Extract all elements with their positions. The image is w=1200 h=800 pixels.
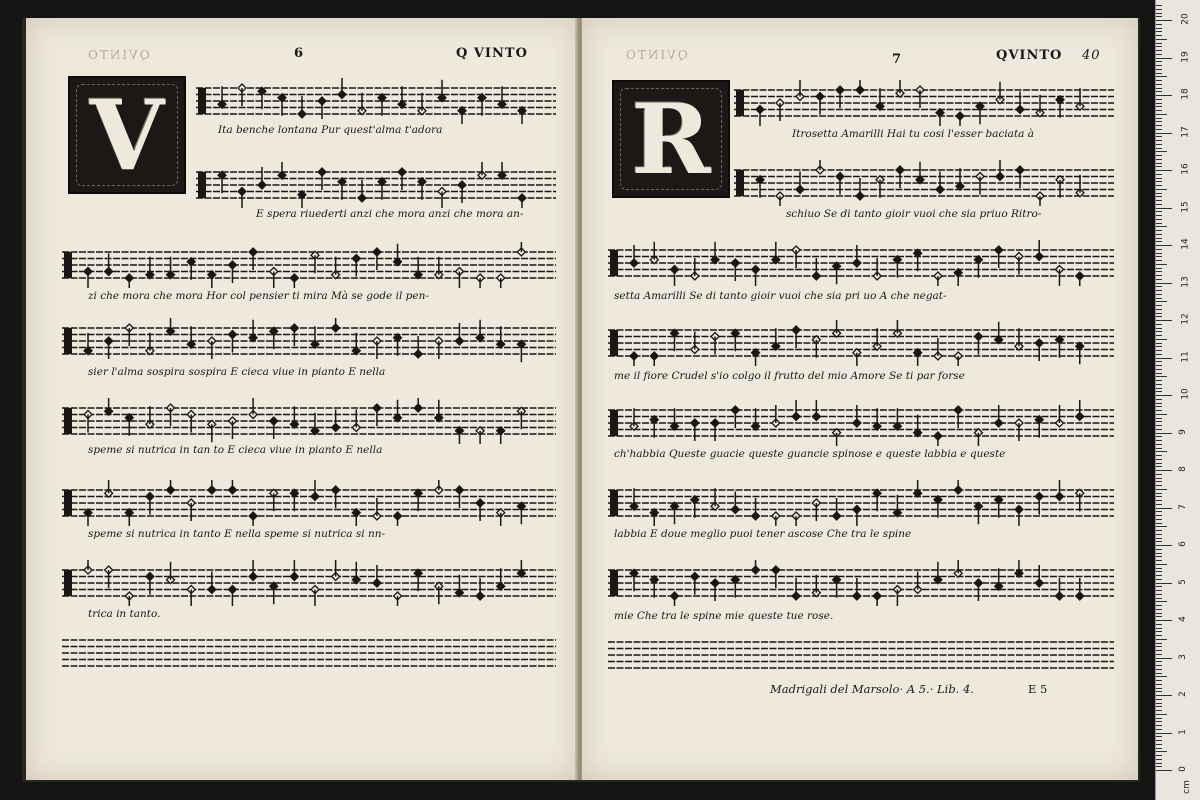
ruler-tick [1156, 429, 1162, 430]
ruler-tick [1156, 748, 1162, 749]
ruler-tick [1156, 763, 1162, 764]
ruler-tick [1156, 410, 1162, 411]
ruler-tick [1156, 418, 1162, 419]
ruler-number: 19 [1180, 50, 1191, 63]
ruler-tick [1156, 594, 1162, 595]
ruler-tick [1156, 504, 1162, 505]
ruler-tick [1156, 125, 1162, 126]
ruler-tick [1156, 451, 1167, 452]
ruler-tick [1156, 223, 1162, 224]
ruler-tick [1156, 279, 1162, 280]
ruler-tick [1156, 178, 1162, 179]
ruler-tick [1156, 673, 1162, 674]
ruler-tick [1156, 24, 1162, 25]
ruler-tick [1156, 331, 1162, 332]
initial-letter-glyph: R [631, 82, 711, 196]
ruler-tick [1156, 294, 1162, 295]
ruler-tick [1156, 605, 1162, 606]
ruler-number: 18 [1180, 88, 1191, 100]
ruler-tick [1156, 568, 1162, 569]
ruler-tick [1156, 193, 1162, 194]
ruler-tick [1156, 691, 1162, 692]
ruler-tick [1156, 526, 1167, 527]
ruler-tick [1156, 744, 1162, 745]
music-staff [62, 630, 556, 676]
ruler-tick [1156, 144, 1162, 145]
lyric-line: speme si nutrica in tan to E cieca viue in pianto E nella [88, 444, 383, 456]
ruler-tick [1156, 170, 1172, 171]
ruler-tick [1156, 496, 1162, 497]
ruler-tick [1156, 159, 1162, 160]
ruler-tick [1156, 639, 1167, 640]
ruler-tick [1156, 736, 1162, 737]
ruler-tick [1156, 545, 1172, 546]
ruler-tick [1156, 515, 1162, 516]
ruler-tick [1156, 388, 1162, 389]
ruler-tick [1156, 369, 1162, 370]
ruler-tick [1156, 95, 1172, 96]
ruler-number: 6 [1177, 541, 1188, 547]
ruler-number: 15 [1180, 200, 1191, 213]
ruler-tick [1156, 110, 1162, 111]
ruler-tick [1156, 328, 1162, 329]
ruler-tick [1156, 35, 1162, 36]
ruler-tick [1156, 751, 1167, 752]
ruler-tick [1156, 148, 1162, 149]
ruler-tick [1156, 710, 1162, 711]
ruler-tick [1156, 391, 1162, 392]
ruler-tick [1156, 354, 1162, 355]
ruler-tick [1156, 459, 1162, 460]
ruler-tick [1156, 646, 1162, 647]
ruler-tick [1156, 470, 1172, 471]
ruler-tick [1156, 530, 1162, 531]
ruler-tick [1156, 121, 1162, 122]
lyric-line: sier l'alma sospira sospira E cieca viue in pianto E nella [88, 366, 386, 378]
right-running-title: QVINTO [996, 48, 1063, 63]
ruler-tick [1156, 118, 1162, 119]
ruler-tick [1156, 286, 1162, 287]
ruler-tick [1156, 226, 1167, 227]
ruler-number: 9 [1177, 428, 1188, 435]
ruler-tick [1156, 313, 1162, 314]
music-staff [62, 398, 556, 444]
ruler-tick [1156, 654, 1162, 655]
ruler-tick [1156, 9, 1162, 10]
ruler-number: 8 [1177, 466, 1188, 472]
ruler-tick [1156, 249, 1162, 250]
ruler-tick [1156, 316, 1162, 317]
ruler-tick [1156, 290, 1162, 291]
lyric-line: Itrosetta Amarilli Hai tu cosi l'esser baciata à [792, 128, 1035, 140]
ruler-tick [1156, 230, 1162, 231]
ruler-tick [1156, 140, 1162, 141]
ruler-tick [1156, 309, 1162, 310]
ruler-tick [1156, 556, 1162, 557]
ruler-tick [1156, 583, 1172, 584]
ruler-tick [1156, 421, 1162, 422]
ruler-tick [1156, 253, 1162, 254]
music-staff [608, 480, 1114, 526]
ruler-tick [1156, 16, 1162, 17]
ruler-tick [1156, 444, 1162, 445]
ruler-tick [1156, 20, 1172, 21]
ruler-tick [1156, 84, 1162, 85]
ruler-number: 16 [1180, 163, 1191, 175]
ruler-tick [1156, 350, 1162, 351]
ruler-tick [1156, 586, 1162, 587]
ruler-tick [1156, 590, 1162, 591]
ruler-number: 14 [1180, 238, 1191, 250]
right-ghost-head: QVINTO [624, 48, 688, 62]
ruler-tick [1156, 73, 1162, 74]
ruler-tick [1156, 658, 1172, 659]
lyric-line: ch'habbia Queste guacie queste guancie spinose e queste labbia e queste [614, 448, 1006, 460]
ruler-tick [1156, 256, 1162, 257]
ruler-tick [1156, 365, 1162, 366]
ruler-tick [1156, 414, 1167, 415]
ruler-tick [1156, 676, 1167, 677]
lyric-line: labbia E doue meglio puoi tener ascose Che tra le spine [614, 528, 912, 540]
ruler-number: 10 [1180, 388, 1191, 400]
lyric-line: zi che mora che mora Hor col pensier ti mira Mà se gode il pen- [88, 290, 429, 302]
ruler-tick [1156, 50, 1162, 51]
ruler-tick [1156, 58, 1172, 59]
ruler-tick [1156, 114, 1167, 115]
ruler-tick [1156, 613, 1162, 614]
music-staff [62, 560, 556, 606]
ruler-tick [1156, 155, 1162, 156]
ruler-tick [1156, 200, 1162, 201]
ruler-tick [1156, 185, 1162, 186]
ruler-tick [1156, 478, 1162, 479]
ruler-tick [1156, 343, 1162, 344]
ruler-number: 3 [1177, 653, 1188, 660]
ruler-tick [1156, 219, 1162, 220]
ruler-tick [1156, 463, 1162, 464]
ruler-tick [1156, 481, 1162, 482]
ruler-tick [1156, 275, 1162, 276]
ruler-tick [1156, 380, 1162, 381]
ruler-tick [1156, 598, 1162, 599]
ruler-tick [1156, 620, 1172, 621]
ruler-tick [1156, 31, 1162, 32]
ruler-tick [1156, 436, 1162, 437]
music-staff [608, 400, 1114, 446]
ruler-tick [1156, 425, 1162, 426]
ruler-tick [1156, 320, 1172, 321]
music-staff [196, 162, 556, 208]
ruler-tick [1156, 301, 1167, 302]
ruler-tick [1156, 133, 1172, 134]
music-staff [734, 80, 1114, 126]
ruler-tick [1156, 196, 1162, 197]
ruler-tick [1156, 403, 1162, 404]
ruler-tick [1156, 695, 1172, 696]
ruler-tick [1156, 61, 1162, 62]
ruler-tick [1156, 474, 1162, 475]
ruler-tick [1156, 65, 1162, 66]
ruler-number: 7 [1177, 503, 1188, 510]
ruler-tick [1156, 635, 1162, 636]
ruler-tick [1156, 208, 1172, 209]
lyric-line: me il fiore Crudel s'io colgo il frutto del mio Amore Se ti par forse [614, 370, 965, 382]
ruler-number: 17 [1180, 125, 1191, 138]
ruler-tick [1156, 80, 1162, 81]
music-staff [196, 78, 556, 124]
initial-letter-glyph: V [89, 78, 165, 192]
ruler-tick [1156, 665, 1162, 666]
ruler-tick [1156, 268, 1162, 269]
ruler-number: 1 [1177, 728, 1188, 735]
ruler-tick [1156, 406, 1162, 407]
ruler-tick [1156, 166, 1162, 167]
ruler-number: 5 [1177, 578, 1188, 585]
lyric-line: Ita benche lontana Pur quest'alma t'adora [218, 124, 443, 136]
ruler-tick [1156, 298, 1162, 299]
left-page-number: 6 [294, 46, 305, 61]
ruler-tick [1156, 174, 1162, 175]
music-staff [62, 318, 556, 364]
ruler-tick [1156, 448, 1162, 449]
ruler-tick [1156, 373, 1162, 374]
right-page [582, 18, 1138, 780]
right-page-number: 7 [892, 52, 903, 67]
ruler-tick [1156, 335, 1162, 336]
ruler-tick [1156, 358, 1172, 359]
ruler-tick [1156, 766, 1162, 767]
ruler-tick [1156, 99, 1162, 100]
ruler-tick [1156, 688, 1162, 689]
ruler-tick [1156, 549, 1162, 550]
ruler-tick [1156, 729, 1162, 730]
left-running-title: Q VINTO [456, 46, 528, 61]
ruler-tick [1156, 680, 1162, 681]
ruler-tick [1156, 271, 1162, 272]
ruler-tick [1156, 39, 1167, 40]
ruler-tick [1156, 759, 1162, 760]
ruler-tick [1156, 384, 1162, 385]
footer-title: Madrigali del Marsolo· A 5.· Lib. 4. [770, 682, 974, 696]
ruler-tick [1156, 489, 1167, 490]
ruler-tick [1156, 76, 1167, 77]
ruler-tick [1156, 669, 1162, 670]
ruler-tick [1156, 571, 1162, 572]
ruler-number: 20 [1180, 13, 1191, 25]
ruler-tick [1156, 706, 1162, 707]
ruler-tick [1156, 523, 1162, 524]
left-page [26, 18, 578, 780]
ruler-tick [1156, 601, 1167, 602]
music-staff [608, 240, 1114, 286]
ruler-tick [1156, 703, 1162, 704]
music-staff [734, 160, 1114, 206]
ruler-tick [1156, 616, 1162, 617]
ruler-tick [1156, 500, 1162, 501]
ruler-tick [1156, 103, 1162, 104]
initial-letter-v [68, 76, 186, 194]
ruler-tick [1156, 631, 1162, 632]
lyric-line: mie Che tra le spine mie queste tue rose. [614, 610, 834, 622]
ruler-tick [1156, 493, 1162, 494]
music-staff [62, 242, 556, 288]
initial-letter-r [612, 80, 730, 198]
music-staff [608, 632, 1114, 678]
ruler-tick [1156, 361, 1162, 362]
signature-mark: E 5 [1028, 682, 1048, 696]
ruler-tick [1156, 163, 1162, 164]
ruler-tick [1156, 238, 1162, 239]
ruler-tick [1156, 725, 1162, 726]
ruler-tick [1156, 466, 1162, 467]
music-staff [608, 560, 1114, 606]
lyric-line: trica in tanto. [88, 608, 161, 620]
ruler-tick [1156, 234, 1162, 235]
ruler-tick [1156, 305, 1162, 306]
ruler-tick [1156, 519, 1162, 520]
folio-mark: 40 [1082, 48, 1101, 63]
ruler-tick [1156, 755, 1162, 756]
ruler-tick [1156, 264, 1167, 265]
ruler-tick [1156, 5, 1162, 6]
ruler-tick [1156, 733, 1172, 734]
ruler-number: 0 [1177, 766, 1188, 772]
ruler-tick [1156, 241, 1162, 242]
lyric-line: schiuo Se di tanto gioir vuoi che sia priuo Ritro- [786, 208, 1042, 220]
ruler-tick [1156, 129, 1162, 130]
lyric-line: E spera riuederti anzi che mora anzi che mora an- [256, 208, 524, 220]
ruler-tick [1156, 718, 1162, 719]
ruler-tick [1156, 13, 1162, 14]
ruler-tick [1156, 699, 1162, 700]
ruler-number: 13 [1180, 275, 1191, 288]
ruler-number: 11 [1180, 350, 1191, 363]
ruler-number: 12 [1180, 313, 1191, 325]
ruler-tick [1156, 46, 1162, 47]
ruler-tick [1156, 399, 1162, 400]
ruler-tick [1156, 721, 1162, 722]
ruler-tick [1156, 260, 1162, 261]
lyric-line: setta Amarilli Se di tanto gioir vuoi che sia pri uo A che negat- [614, 290, 947, 302]
ruler-tick [1156, 455, 1162, 456]
ruler-tick [1156, 508, 1172, 509]
ruler-tick [1156, 189, 1167, 190]
ruler-tick [1156, 541, 1162, 542]
book-spread [22, 18, 1140, 782]
ruler-number: 4 [1177, 616, 1188, 622]
left-ghost-head: QVINTO [86, 48, 150, 62]
ruler-tick [1156, 43, 1162, 44]
ruler-tick [1156, 376, 1167, 377]
ruler-tick [1156, 433, 1172, 434]
ruler-tick [1156, 440, 1162, 441]
ruler-tick [1156, 511, 1162, 512]
ruler-tick [1156, 28, 1162, 29]
ruler-tick [1156, 204, 1162, 205]
measurement-ruler [1155, 0, 1200, 800]
ruler-tick [1156, 339, 1167, 340]
ruler-tick [1156, 106, 1162, 107]
ruler-tick [1156, 553, 1162, 554]
ruler-tick [1156, 609, 1162, 610]
ruler-tick [1156, 628, 1162, 629]
ruler-tick [1156, 538, 1162, 539]
ruler-unit: cm [1181, 780, 1192, 794]
ruler-tick [1156, 650, 1162, 651]
ruler-number: 2 [1177, 691, 1188, 697]
ruler-tick [1156, 770, 1172, 771]
ruler-tick [1156, 684, 1162, 685]
ruler-tick [1156, 395, 1172, 396]
ruler-tick [1156, 245, 1172, 246]
ruler-tick [1156, 575, 1162, 576]
ruler-tick [1156, 714, 1167, 715]
ruler-tick [1156, 661, 1162, 662]
music-staff [608, 320, 1114, 366]
ruler-tick [1156, 740, 1162, 741]
ruler-tick [1156, 534, 1162, 535]
ruler-tick [1156, 151, 1167, 152]
music-staff [62, 480, 556, 526]
ruler-tick [1156, 69, 1162, 70]
ruler-tick [1156, 54, 1162, 55]
lyric-line: speme si nutrica in tanto E nella speme si nutrica si nn- [88, 528, 386, 540]
ruler-tick [1156, 181, 1162, 182]
ruler-tick [1156, 346, 1162, 347]
ruler-tick [1156, 211, 1162, 212]
ruler-tick [1156, 136, 1162, 137]
ruler-tick [1156, 283, 1172, 284]
ruler-tick [1156, 560, 1162, 561]
ruler-tick [1156, 624, 1162, 625]
ruler-tick [1156, 91, 1162, 92]
ruler-tick [1156, 324, 1162, 325]
ruler-tick [1156, 564, 1167, 565]
ruler-tick [1156, 215, 1162, 216]
ruler-tick [1156, 88, 1162, 89]
ruler-tick [1156, 643, 1162, 644]
ruler-tick [1156, 485, 1162, 486]
ruler-tick [1156, 579, 1162, 580]
